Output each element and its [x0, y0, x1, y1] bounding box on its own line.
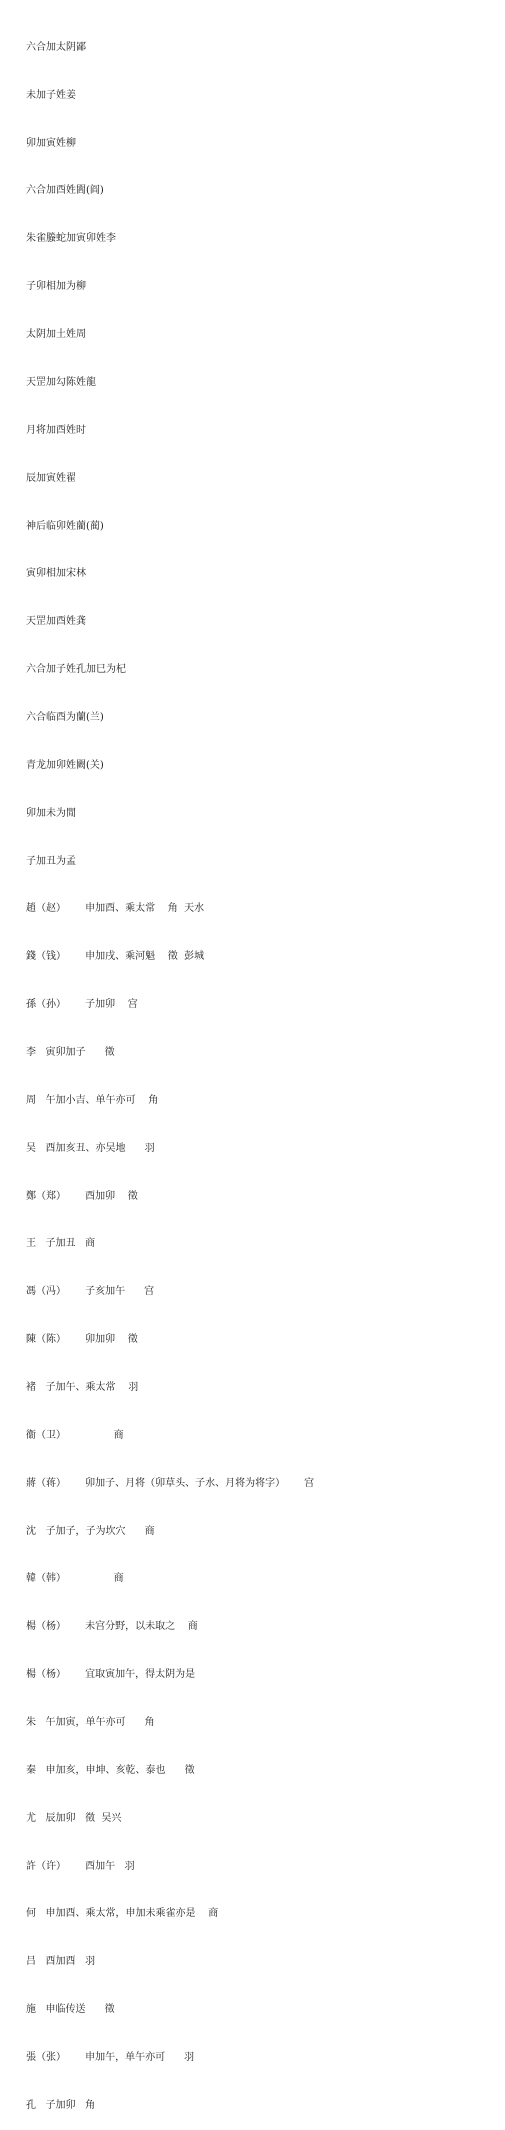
surname-entry: 吕 酉加酉 羽: [26, 1956, 96, 1968]
surname-entry: 鄭（郑） 酉加卯 徵: [26, 1190, 138, 1202]
text-line: 卯加寅姓柳: [26, 137, 76, 149]
surname-entry: 朱 午加寅，单午亦可 角: [26, 1716, 155, 1728]
text-line: 六合加太阴鄙: [26, 41, 86, 53]
surname-entry: 沈 子加子，子为坎穴 商: [26, 1525, 155, 1537]
surname-entry: 蔣（蒋） 卯加子、月将（卯草头、子水、月将为将字） 宫: [26, 1477, 315, 1489]
surname-entry: 衞（卫） 商: [26, 1429, 124, 1441]
surname-entry: 錢（钱） 申加戌、乘河魁 徵 彭城: [26, 951, 205, 963]
surname-entry: 何 申加酉、乘太常，申加未乘雀亦是 商: [26, 1908, 219, 1920]
surname-entry: 施 申临传送 徵: [26, 2004, 115, 2016]
surname-entry: 孫（孙） 子加卯 宫: [26, 999, 138, 1011]
text-line: 六合临酉为蘭(兰): [26, 711, 104, 723]
surname-entry: 韓（韩） 商: [26, 1573, 124, 1585]
text-line: 朱雀螣蛇加寅卯姓李: [26, 233, 116, 245]
surname-entry: 王 子加丑 商: [26, 1238, 96, 1250]
text-line: 子加丑为孟: [26, 855, 76, 867]
surname-entry: 許（许） 酉加午 羽: [26, 1860, 135, 1872]
surname-entry: 楊（杨） 宜取寅加午，得太阴为是: [26, 1669, 196, 1681]
surname-entry: 陳（陈） 卯加卯 徵: [26, 1334, 138, 1346]
text-line: 天罡加酉姓龚: [26, 616, 86, 628]
surname-entry: 褚 子加午、乘太常 羽: [26, 1381, 139, 1393]
text-line: 天罡加勾陈姓龍: [26, 376, 96, 388]
text-line: 青龙加卯姓闕(关): [26, 759, 104, 771]
text-line: 月将加酉姓时: [26, 424, 86, 436]
surname-entry: 秦 申加亥，申坤、亥乾、泰也 徵: [26, 1764, 195, 1776]
text-line: 子卯相加为柳: [26, 281, 86, 293]
surname-entry: 張（张） 申加午，单午亦可 羽: [26, 2052, 195, 2063]
surname-entry: 楊（杨） 未宫分野，以未取之 商: [26, 1621, 198, 1633]
text-line: 六合加酉姓閻(阎): [26, 185, 104, 197]
surname-entry: 孔 子加卯 角: [26, 2099, 96, 2111]
text-line: 卯加未为閒: [26, 807, 76, 819]
text-line: 太阴加土姓周: [26, 329, 86, 341]
surname-entry: 吴 酉加亥丑、亦吴地 羽: [26, 1142, 155, 1154]
text-line: 神后临卯姓藺(蔺): [26, 520, 104, 532]
text-line: 未加子姓姜: [26, 89, 76, 101]
surname-entry: 馮（冯） 子亥加午 宫: [26, 1286, 155, 1298]
surname-entry: 尤 辰加卯 徵 吴兴: [26, 1812, 122, 1824]
text-line: 六合加子姓孔加巳为杞: [26, 664, 126, 676]
text-line: 寅卯相加宋林: [26, 568, 86, 580]
surname-entry: 李 寅卯加子 徵: [26, 1046, 115, 1058]
surname-entry: 周 午加小吉、单午亦可 角: [26, 1094, 159, 1106]
surname-entry: 趙（赵） 申加酉、乘太常 角 天水: [26, 903, 205, 915]
text-line: 辰加寅姓翟: [26, 472, 76, 484]
document-body: [26, 8, 496, 2130]
